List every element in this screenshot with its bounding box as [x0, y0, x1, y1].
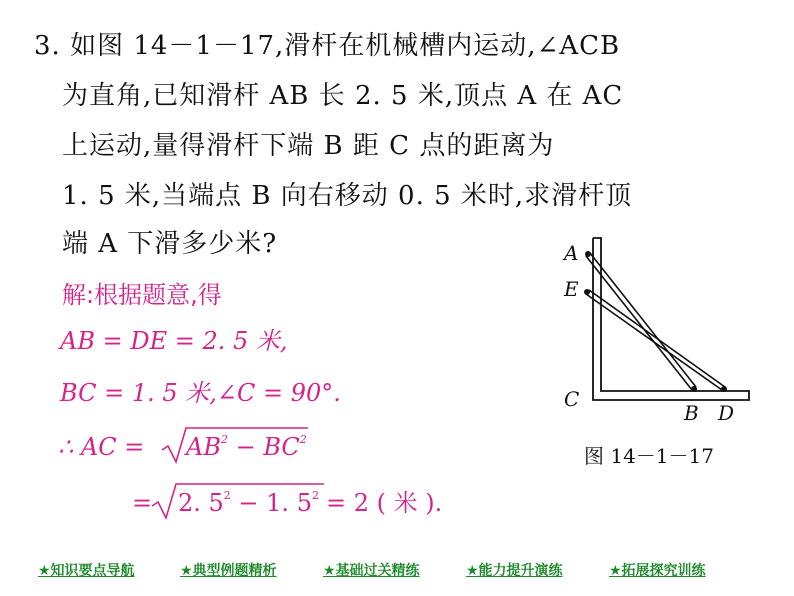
nav-basic-practice[interactable]: ★基础过关精练: [323, 563, 420, 579]
label-a: A: [564, 241, 579, 265]
problem-line-3: 上运动,量得滑杆下端 B 距 C 点的距离为: [62, 131, 555, 161]
problem-line-5: 端 A 下滑多少米?: [62, 229, 278, 259]
exponent: 2: [311, 489, 319, 502]
label-c: C: [564, 387, 580, 411]
bottom-nav: [0, 560, 794, 584]
label-b: B: [684, 401, 699, 425]
problem-line-2: 为直角,已知滑杆 AB 长 2. 5 米,顶点 A 在 AC: [62, 81, 624, 111]
label-e: E: [564, 277, 579, 301]
exponent: 2: [220, 433, 228, 446]
label-d: D: [718, 401, 735, 425]
solution-eq4-prefix: =: [132, 489, 153, 517]
solution-intro: 解:根据题意,得: [62, 281, 222, 309]
problem-line-1: 3. 如图 14－1－17,滑杆在机械槽内运动,∠ACB: [34, 31, 621, 61]
radicand-1-5: − 1. 5: [230, 489, 312, 517]
exponent: 2: [223, 489, 231, 502]
radicand-bc: − BC: [227, 433, 300, 461]
point-d: [721, 386, 727, 392]
radicand-ab: AB: [186, 433, 221, 461]
slider-ab: [586, 253, 696, 390]
solution-eq1: AB = DE = 2. 5 米,: [60, 327, 288, 355]
point-e: [584, 289, 590, 295]
nav-extension-training[interactable]: ★拓展探究训练: [609, 563, 706, 579]
solution-eq4-result: = 2 ( 米 ).: [326, 489, 443, 517]
nav-typical-examples[interactable]: ★典型例题精析: [180, 563, 277, 579]
radicand-2-5: 2. 5: [178, 489, 224, 517]
figure-caption: 图 14－1－17: [584, 444, 714, 468]
solution-eq3-prefix: ∴ AC =: [58, 433, 145, 461]
point-b: [691, 386, 697, 392]
point-a: [585, 251, 591, 257]
geometry-figure: [556, 232, 756, 432]
nav-ability-drill[interactable]: ★能力提升演练: [466, 563, 563, 579]
mechanical-groove: [593, 238, 749, 400]
exponent: 2: [299, 433, 307, 446]
slider-de: [586, 290, 725, 390]
solution-eq4-radicand: [178, 488, 319, 518]
solution-eq3-radicand: [186, 432, 307, 462]
nav-knowledge-points[interactable]: ★知识要点导航: [38, 563, 135, 579]
problem-line-4: 1. 5 米,当端点 B 向右移动 0. 5 米时,求滑杆顶: [62, 181, 633, 211]
solution-eq2: BC = 1. 5 米,∠C = 90°.: [60, 379, 341, 407]
